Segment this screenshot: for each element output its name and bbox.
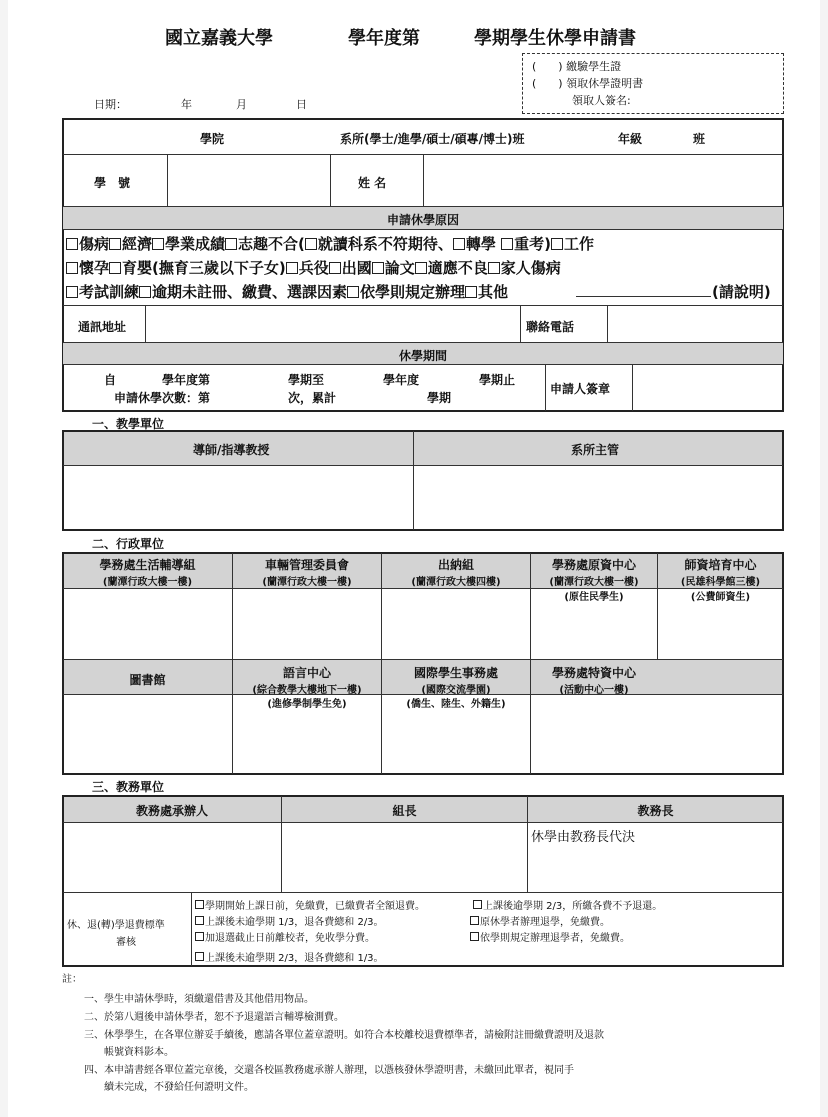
indigenous-center-stamp-field[interactable] — [532, 603, 656, 658]
receipt-certificate: ( ) 領取休學證明書 — [532, 77, 644, 90]
section1-header-bg — [64, 432, 782, 465]
checkbox-abroad[interactable] — [329, 262, 341, 274]
checkbox-maladjustment[interactable] — [415, 262, 427, 274]
reason-title: 申請休學原因 — [386, 213, 459, 227]
indigenous-center-note: (原住民學生) — [564, 592, 624, 603]
checkbox-refund-one-third[interactable] — [195, 952, 204, 961]
registrar-clerk-label: 教務處承辦人 — [135, 804, 208, 818]
student-id-label: 學 號 — [94, 176, 131, 190]
checkbox-illness[interactable] — [66, 238, 78, 250]
registrar-clerk-stamp-field[interactable] — [64, 823, 280, 891]
checkbox-other[interactable] — [465, 286, 477, 298]
reason-grades: 學業成績 — [165, 235, 226, 253]
language-center-stamp-field[interactable] — [234, 710, 380, 773]
dept-head-stamp-field[interactable] — [415, 466, 782, 529]
checkbox-refund-two-thirds[interactable] — [195, 916, 204, 925]
explain-label: (請說明) — [712, 283, 771, 301]
reason-childcare: 育嬰(撫育三歲以下子女) — [122, 259, 286, 277]
teacher-education-stamp-field[interactable] — [659, 603, 782, 658]
period-year-2: 學年度 — [383, 373, 420, 387]
reason-interest: 志趣不合( — [238, 235, 305, 253]
section2-title: 二、行政單位 — [92, 537, 165, 551]
dean-label: 教務長 — [637, 804, 674, 818]
receipt-student-card: ( ) 繳驗學生證 — [532, 60, 622, 73]
language-center-note: (進修學制學生免) — [267, 699, 347, 710]
reason-work: 工作 — [564, 235, 595, 253]
life-guidance-label: 學務處生活輔導組 — [99, 558, 196, 572]
title-form-name: 學期學生休學申請書 — [474, 28, 636, 49]
phone-label: 聯絡電話 — [526, 320, 575, 334]
reason-abroad: 出國 — [341, 259, 372, 277]
note-4-cont: 續未完成，不發給任何證明文件。 — [84, 1082, 254, 1093]
international-affairs-stamp-field[interactable] — [383, 710, 529, 773]
checkbox-refund-regulation[interactable] — [470, 932, 479, 941]
refund-label-line2: 審核 — [116, 937, 136, 948]
checkbox-refund-withdraw[interactable] — [470, 916, 479, 925]
reason-exam-training: 考試訓練 — [79, 283, 140, 301]
life-guidance-stamp-field[interactable] — [64, 589, 231, 658]
period-sem-to: 學期至 — [288, 373, 325, 387]
language-center-location: (綜合教學大樓地下一樓) — [252, 685, 362, 696]
name-label: 姓 名 — [358, 176, 387, 190]
checkbox-major-mismatch[interactable] — [305, 238, 317, 250]
international-affairs-label: 國際學生事務處 — [413, 666, 498, 680]
refund-option-3: 加退選截止日前離校者，免收學分費。 — [195, 929, 375, 944]
cashier-label: 出納組 — [437, 558, 474, 572]
address-label: 通訊地址 — [78, 320, 127, 334]
reason-family-illness: 家人傷病 — [500, 259, 561, 277]
checkbox-childcare[interactable] — [109, 262, 121, 274]
student-id-field[interactable] — [168, 155, 330, 206]
department-label: 系所(學士/進學/碩士/碩專/博士)班 — [340, 132, 525, 146]
reason-line-1 — [66, 233, 594, 254]
date-month: 月 — [236, 98, 247, 111]
checkbox-exam-training[interactable] — [66, 286, 78, 298]
section-chief-label: 組長 — [392, 804, 417, 818]
reason-regulation: 依學則規定辦理 — [360, 283, 466, 301]
reason-line-2 — [66, 257, 561, 278]
note-4: 四、本申請書經各單位蓋完章後，交還各校區教務處承辦人辦理，以憑核發休學證明書，未繳回此單者，視同手 — [84, 1065, 574, 1076]
refund-option-7: 依學則規定辦理退學者，免繳費。 — [470, 929, 630, 944]
period-count-label: 申請休學次數：第 — [114, 391, 211, 405]
special-ed-center-label: 學務處特資中心 — [551, 666, 636, 680]
advisor-label: 導師/指導教授 — [193, 443, 270, 457]
checkbox-thesis[interactable] — [372, 262, 384, 274]
name-field[interactable] — [424, 155, 783, 206]
reason-military: 兵役 — [298, 259, 329, 277]
vehicle-committee-label: 車輛管理委員會 — [264, 558, 349, 572]
checkbox-retake-exam[interactable] — [501, 238, 513, 250]
reason-thesis: 論文 — [384, 259, 415, 277]
reason-pregnancy: 懷孕 — [79, 259, 110, 277]
checkbox-economic[interactable] — [109, 238, 121, 250]
title-school: 國立嘉義大學 — [165, 28, 273, 49]
period-times: 次，累計 — [288, 391, 337, 405]
applicant-signature-field[interactable] — [633, 365, 783, 411]
indigenous-center-label: 學務處原資中心 — [551, 558, 636, 572]
special-ed-center-stamp-field[interactable] — [532, 695, 782, 773]
reason-maladjustment: 適應不良 — [427, 259, 488, 277]
grade-label: 年級 — [618, 132, 643, 146]
international-affairs-note: (僑生、陸生、外籍生) — [406, 699, 506, 710]
applicant-signature-label: 申請人簽章 — [550, 382, 611, 396]
refund-option-6: 原休學者辦理退學，免繳費。 — [470, 913, 610, 928]
vehicle-committee-stamp-field[interactable] — [234, 589, 380, 658]
date-year: 年 — [181, 98, 192, 111]
checkbox-work[interactable] — [551, 238, 563, 250]
checkbox-grades[interactable] — [152, 238, 164, 250]
refund-option-1: 學期開始上課日前，免繳費，已繳費者全額退費。 — [195, 897, 425, 912]
address-field[interactable] — [146, 306, 520, 342]
period-sem-end: 學期止 — [479, 373, 516, 387]
receipt-signature: 領取人簽名: — [572, 94, 631, 107]
class-label: 班 — [693, 132, 706, 146]
checkbox-interest[interactable] — [225, 238, 237, 250]
date-day: 日 — [296, 98, 307, 111]
period-semesters: 學期 — [427, 391, 452, 405]
checkbox-refund-full[interactable] — [195, 900, 204, 909]
dept-head-label: 系所主管 — [571, 443, 620, 457]
vehicle-committee-location: (蘭潭行政大樓一樓) — [262, 577, 352, 588]
library-stamp-field[interactable] — [64, 695, 231, 773]
reason-illness: 傷病 — [79, 235, 110, 253]
advisor-stamp-field[interactable] — [64, 466, 412, 529]
note-3: 三、休學學生，在各單位辦妥手續後，應請各單位蓋章證明。如符合本校離校退費標準者，請檢附註冊繳費證明及退款 — [84, 1030, 604, 1041]
refund-option-2: 上課後未逾學期 1/3，退各費總和 2/3。 — [195, 913, 384, 928]
note-2: 二、於第八週後申請休學者，恕不予退還語言輔導檢測費。 — [84, 1012, 344, 1023]
cashier-location: (蘭潭行政大樓四樓) — [411, 577, 501, 588]
checkbox-overdue-registration[interactable] — [139, 286, 151, 298]
reason-line-3 — [66, 281, 508, 302]
special-ed-center-location: (活動中心一樓) — [559, 685, 629, 696]
life-guidance-location: (蘭潭行政大樓一樓) — [102, 577, 193, 588]
indigenous-center-location: (蘭潭行政大樓一樓) — [549, 577, 639, 588]
cashier-stamp-field[interactable] — [383, 589, 529, 658]
teacher-education-note: (公費師資生) — [690, 592, 751, 603]
date-label: 日期： — [94, 98, 127, 111]
period-from: 自 — [104, 373, 117, 387]
refund-option-4: 上課後未逾學期 2/3，退各費總和 1/3。 — [195, 949, 384, 964]
refund-option-5: 上課後逾學期 2/3，所繳各費不予退還。 — [473, 897, 662, 912]
library-label: 圖書館 — [129, 673, 166, 687]
title-academic-year: 學年度第 — [348, 28, 420, 49]
reason-major-mismatch: 就讀科系不符期待、 — [317, 235, 453, 253]
checkbox-refund-credit-fee[interactable] — [195, 932, 204, 941]
notes-label: 註： — [62, 974, 82, 985]
period-year-1: 學年度第 — [162, 373, 211, 387]
teacher-education-label: 師資培育中心 — [684, 558, 757, 572]
checkbox-refund-none[interactable] — [473, 900, 482, 909]
checkbox-family-illness[interactable] — [488, 262, 500, 274]
section1-title: 一、教學單位 — [92, 417, 165, 431]
note-1: 一、學生申請休學時，須繳還借書及其他借用物品。 — [84, 994, 314, 1005]
section3-title: 三、教務單位 — [92, 780, 165, 794]
section-chief-stamp-field[interactable] — [283, 823, 526, 891]
checkbox-regulation[interactable] — [347, 286, 359, 298]
reason-retake-exam: 重考) — [514, 235, 552, 253]
international-affairs-location: (國際交流學園) — [421, 685, 491, 696]
checkbox-transfer[interactable] — [453, 238, 465, 250]
other-explain-line[interactable] — [576, 296, 711, 297]
phone-field[interactable] — [608, 306, 783, 342]
checkbox-pregnancy[interactable] — [66, 262, 78, 274]
language-center-label: 語言中心 — [282, 666, 331, 680]
reason-economic: 經濟 — [122, 235, 153, 253]
period-title: 休學期間 — [398, 349, 447, 363]
note-3-cont: 帳號資料影本。 — [84, 1047, 174, 1058]
reason-transfer: 轉學 — [465, 235, 502, 253]
teacher-education-location: (民雄科學館三樓) — [680, 577, 761, 588]
reason-overdue-registration: 逾期未註冊、繳費、選課因素 — [152, 283, 348, 301]
checkbox-military[interactable] — [286, 262, 298, 274]
reason-other: 其他 — [478, 283, 509, 301]
refund-label-line1: 休、退(轉)學退費標準 — [67, 920, 165, 931]
dean-delegation-note: 休學由教務長代決 — [531, 830, 636, 845]
college-label: 學院 — [200, 132, 225, 146]
